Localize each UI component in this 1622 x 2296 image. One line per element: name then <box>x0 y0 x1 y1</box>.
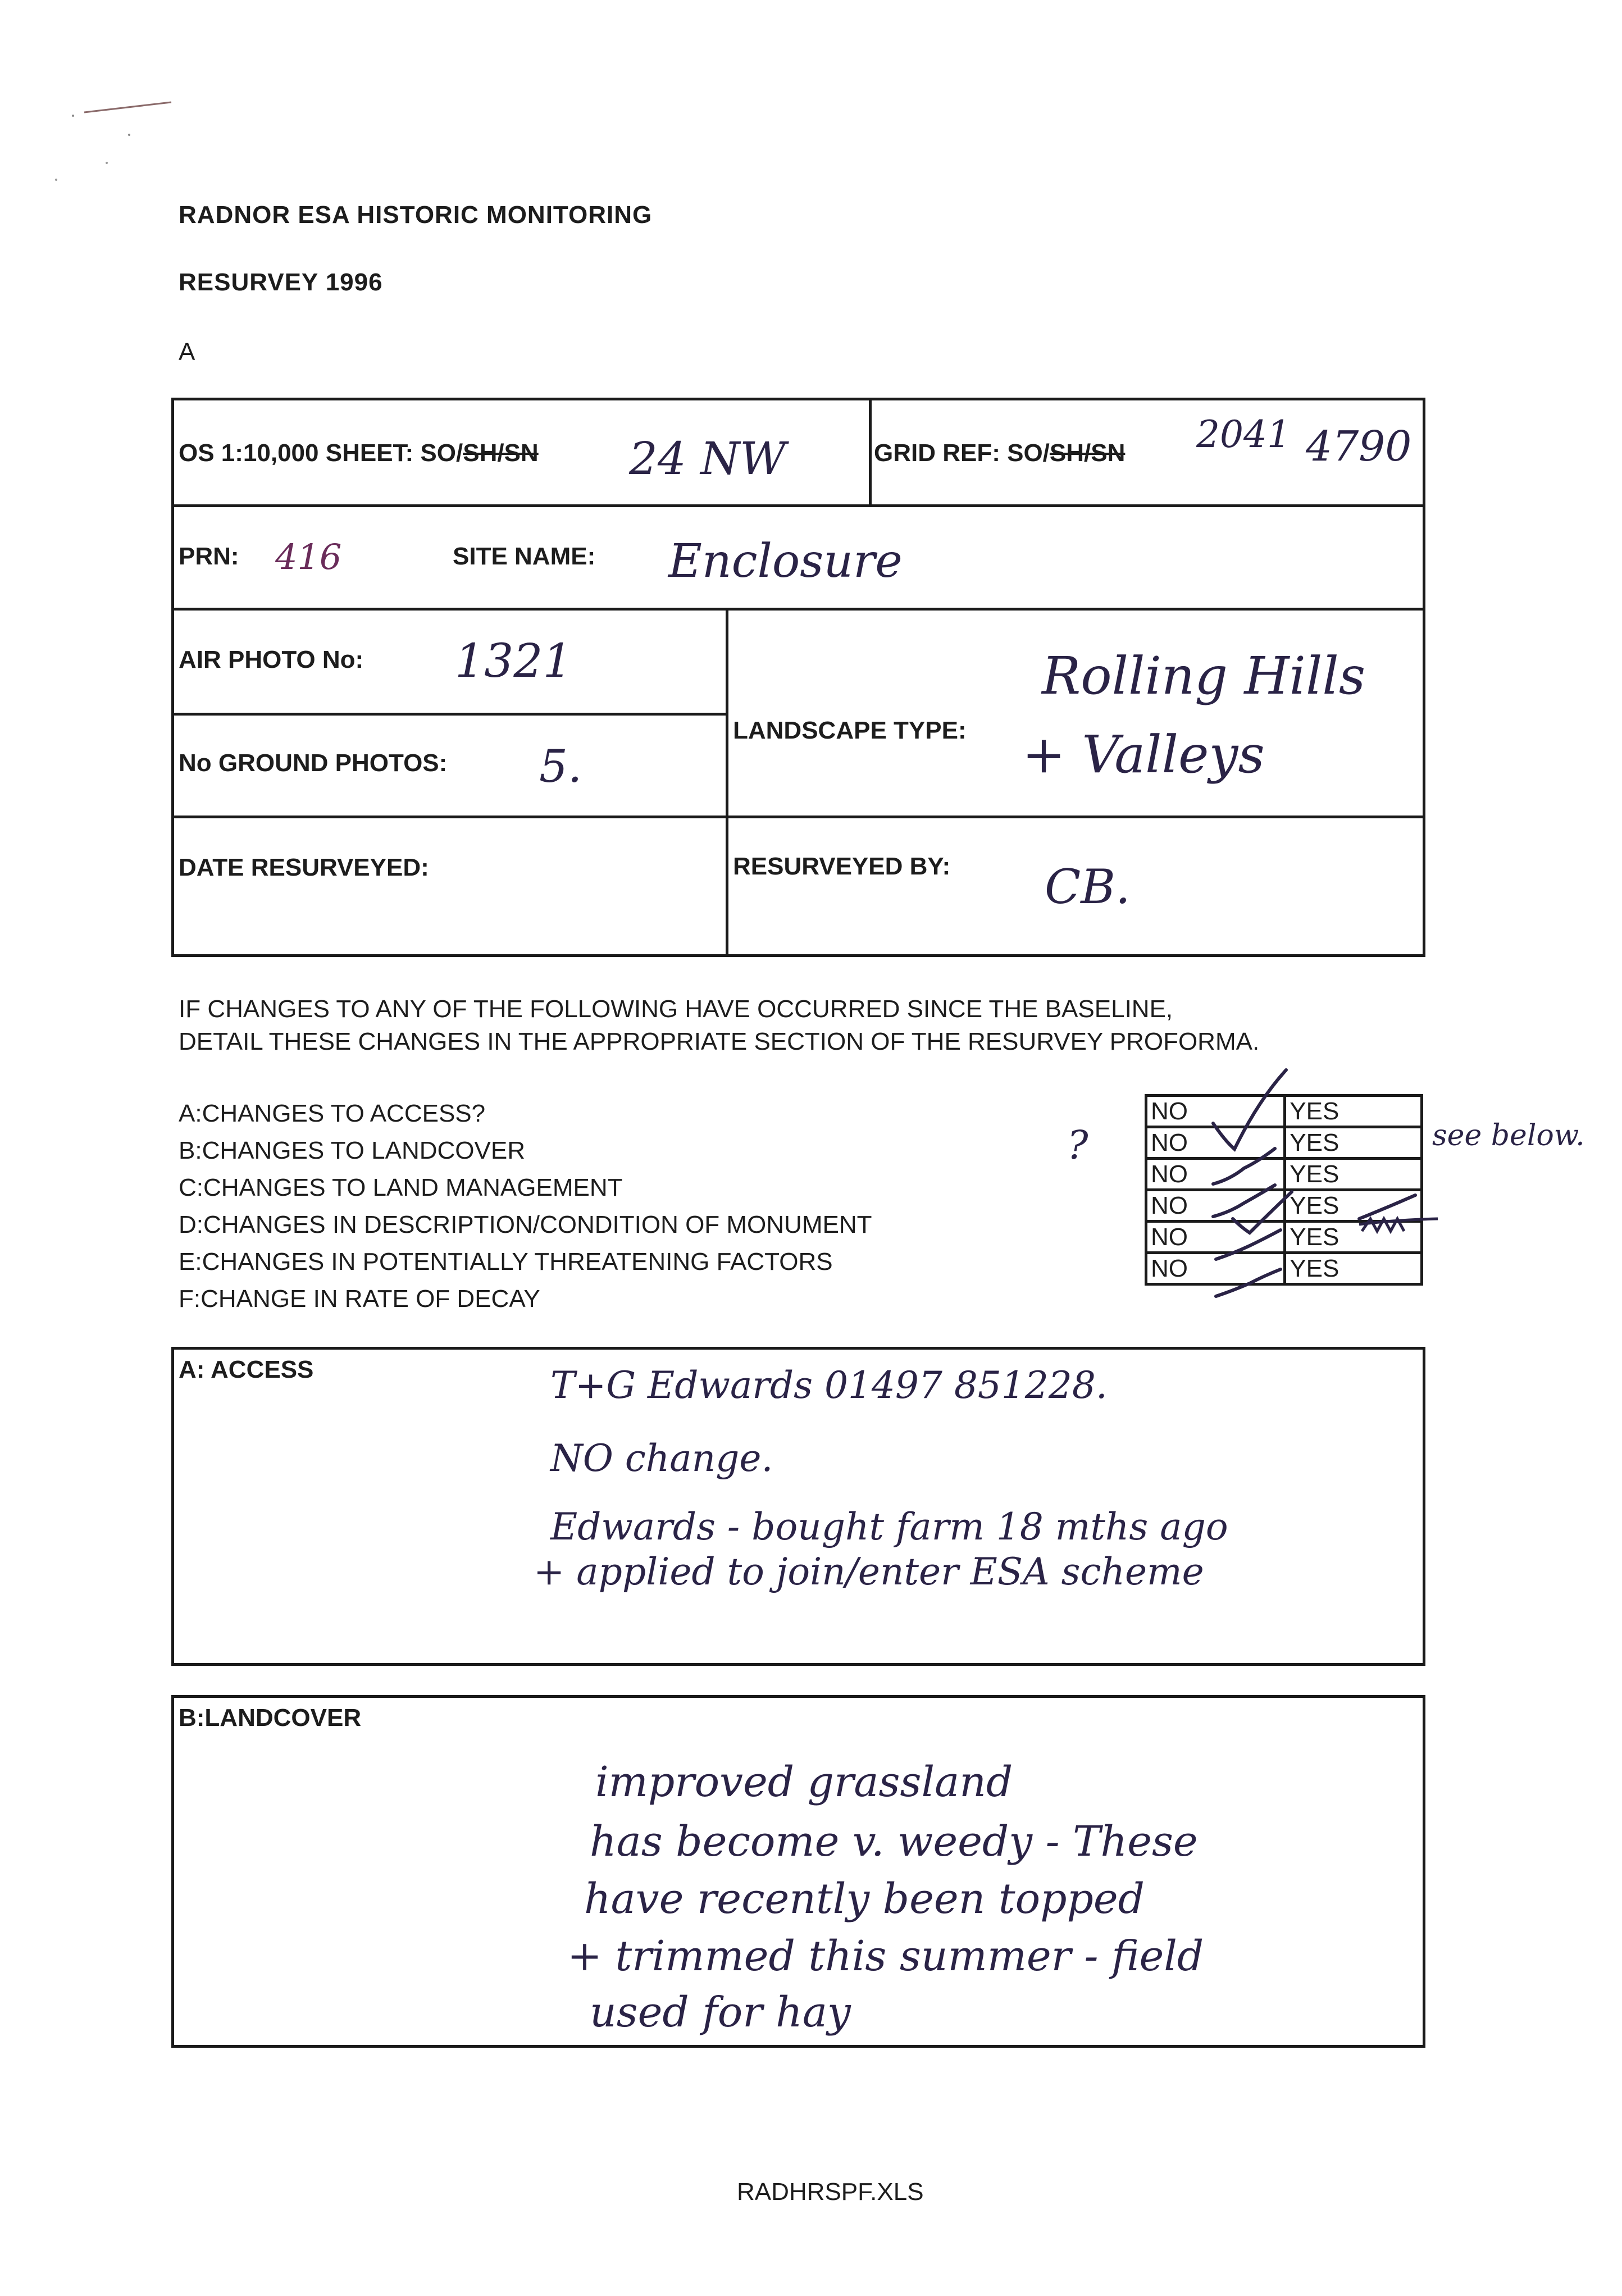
checkbox-no[interactable]: NO <box>1146 1096 1285 1127</box>
landcover-section-label: B:LANDCOVER <box>179 1704 362 1732</box>
checkbox-yes[interactable]: YES <box>1285 1190 1422 1222</box>
check-icon <box>1216 1269 1281 1296</box>
access-line: T+G Edwards 01497 851228. <box>550 1364 1108 1407</box>
checkbox-no[interactable]: NO <box>1146 1159 1285 1190</box>
change-label-decay: F:CHANGE IN RATE OF DECAY <box>179 1285 540 1313</box>
checkmarks <box>1202 1056 1466 1303</box>
checkbox-no[interactable]: NO <box>1146 1127 1285 1159</box>
checkbox-yes[interactable]: YES <box>1285 1159 1422 1190</box>
landcover-line: used for hay <box>590 1988 851 2037</box>
os-sheet-value: 24 NW <box>629 432 786 485</box>
air-photo-label: AIR PHOTO No: <box>179 646 364 673</box>
grid-divider <box>171 504 1425 507</box>
scan-marks <box>45 90 180 202</box>
check-icon <box>1213 1149 1275 1184</box>
grid-divider <box>726 608 728 957</box>
grid-ref-easting: 2041 <box>1196 413 1291 456</box>
page-subtitle: RESURVEY 1996 <box>179 268 383 296</box>
question-mark-annotation: ? <box>1067 1122 1088 1168</box>
date-resurveyed-label: DATE RESURVEYED: <box>179 854 429 881</box>
checkbox-no[interactable]: NO <box>1146 1190 1285 1222</box>
change-label-land-management: C:CHANGES TO LAND MANAGEMENT <box>179 1174 623 1201</box>
checkbox-yes[interactable]: YES <box>1285 1222 1422 1253</box>
instructions-line2: DETAIL THESE CHANGES IN THE APPROPRIATE SECTION OF THE RESURVEY PROFORMA. <box>179 1028 1260 1055</box>
landcover-line: + trimmed this summer - field <box>567 1932 1204 1980</box>
access-line: + applied to join/enter ESA scheme <box>534 1550 1204 1593</box>
checkbox-no[interactable]: NO <box>1146 1222 1285 1253</box>
grid-divider <box>869 398 872 505</box>
prn-label: PRN: <box>179 543 239 570</box>
landcover-line: has become v. weedy - These <box>590 1817 1198 1866</box>
checkbox-yes[interactable]: YES <box>1285 1096 1422 1127</box>
site-name-value: Enclosure <box>668 535 903 588</box>
change-label-access: A:CHANGES TO ACCESS? <box>179 1100 486 1127</box>
resurveyed-by-value: CB. <box>1045 859 1131 914</box>
site-name-label: SITE NAME: <box>453 543 596 570</box>
check-icon <box>1216 1230 1281 1259</box>
access-section-label: A: ACCESS <box>179 1356 314 1383</box>
grid-divider <box>171 608 1425 611</box>
check-icon <box>1213 1185 1275 1217</box>
page-title: RADNOR ESA HISTORIC MONITORING <box>179 201 653 229</box>
scribble-mark <box>1359 1219 1438 1231</box>
checkbox-yes[interactable]: YES <box>1285 1127 1422 1159</box>
form-letter: A <box>179 338 196 366</box>
resurveyed-by-label: RESURVEYED BY: <box>733 853 951 880</box>
check-icon <box>1213 1070 1286 1149</box>
landcover-line: have recently been topped <box>584 1875 1145 1923</box>
change-label-landcover: B:CHANGES TO LANDCOVER <box>179 1137 525 1164</box>
change-label-threats: E:CHANGES IN POTENTIALLY THREATENING FACTORS <box>179 1248 833 1275</box>
grid-ref-label: GRID REF: SO/SH/SN <box>874 439 1126 467</box>
os-sheet-label: OS 1:10,000 SHEET: SO/SH/SN <box>179 439 539 467</box>
access-line: NO change. <box>550 1437 773 1480</box>
grid-divider <box>171 816 1425 818</box>
checkbox-no[interactable]: NO <box>1146 1253 1285 1284</box>
change-label-monument: D:CHANGES IN DESCRIPTION/CONDITION OF MONUMENT <box>179 1211 872 1238</box>
see-below-annotation: see below. <box>1432 1119 1585 1152</box>
grid-divider <box>171 713 728 716</box>
check-icon <box>1233 1192 1292 1233</box>
instructions-line1: IF CHANGES TO ANY OF THE FOLLOWING HAVE OCCURRED SINCE THE BASELINE, <box>179 995 1173 1023</box>
grid-ref-northing: 4790 <box>1306 422 1412 471</box>
check-icon <box>1359 1195 1415 1219</box>
ground-photos-value: 5. <box>539 740 582 792</box>
ground-photos-label: No GROUND PHOTOS: <box>179 749 448 777</box>
landscape-type-value-line1: Rolling Hills <box>1042 646 1366 706</box>
landscape-type-value-line2: + Valleys <box>1022 725 1265 785</box>
checkbox-yes[interactable]: YES <box>1285 1253 1422 1284</box>
access-line: Edwards - bought farm 18 mths ago <box>550 1505 1228 1548</box>
prn-value: 416 <box>275 536 342 577</box>
footer-filename: RADHRSPF.XLS <box>737 2178 924 2206</box>
landcover-line: improved grassland <box>595 1758 1013 1806</box>
air-photo-value: 1321 <box>455 635 572 688</box>
landscape-type-label: LANDSCAPE TYPE: <box>733 717 967 744</box>
